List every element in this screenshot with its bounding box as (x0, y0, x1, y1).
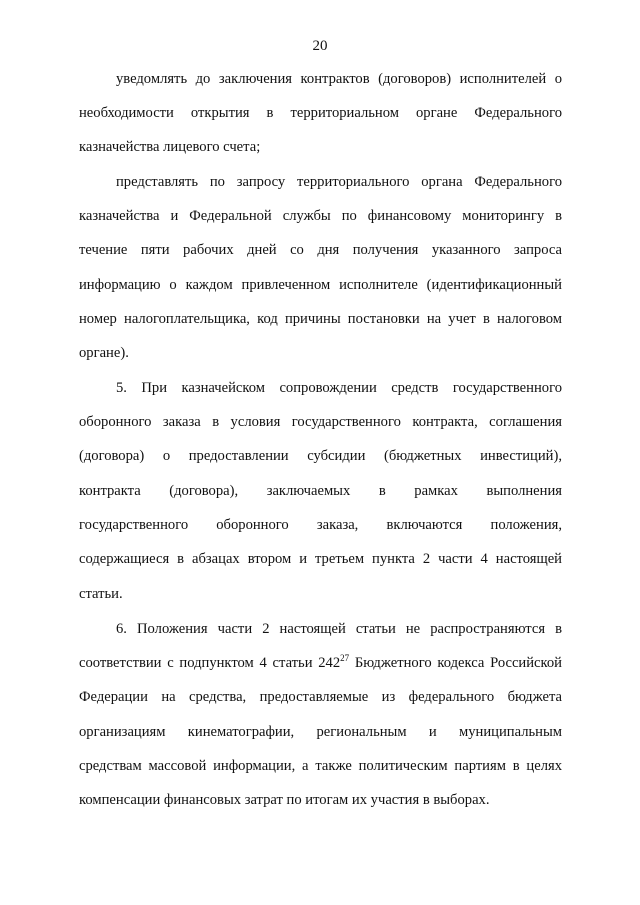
text-line: 5. При казначейском сопровождении средств государственного (116, 380, 562, 396)
text-line: оборонного заказа в условия государственного контракта, соглашения (79, 414, 562, 430)
superscript: 27 (340, 654, 350, 664)
text-line: компенсации финансовых затрат по итогам их участия в выборах. (79, 792, 490, 808)
text-line: 6. Положения части 2 настоящей статьи не распространяются в (116, 621, 562, 637)
text-line: казначейства и Федеральной службы по финансовому мониторингу в (79, 208, 562, 224)
text-line: контракта (договора), заключаемых в рамках выполнения (79, 483, 562, 499)
text-line: организациям кинематографии, региональным и муниципальным (79, 724, 562, 740)
text-line: средствам массовой информации, а также политическим партиям в целях (79, 758, 562, 774)
text-line: органе). (79, 345, 129, 361)
text-segment: соответствии с подпунктом 4 статьи 242 (79, 655, 341, 671)
text-line (79, 654, 562, 672)
text-line: представлять по запросу территориального органа Федерального (116, 174, 562, 190)
text-line: государственного оборонного заказа, включаются положения, (79, 517, 562, 533)
text-segment: Бюджетного кодекса Российской (349, 655, 562, 671)
text-line: статьи. (79, 586, 123, 602)
text-line: необходимости открытия в территориальном органе Федерального (79, 105, 562, 121)
text-line: информацию о каждом привлеченном исполнителе (идентификационный (79, 277, 562, 293)
text-line: уведомлять до заключения контрактов (договоров) исполнителей о (116, 71, 562, 87)
text-line: содержащиеся в абзацах втором и третьем пункта 2 части 4 настоящей (79, 551, 562, 567)
text-line: Федерации на средства, предоставляемые из федерального бюджета (79, 689, 562, 705)
text-line: казначейства лицевого счета; (79, 139, 261, 155)
text-line: течение пяти рабочих дней со дня получения указанного запроса (79, 242, 562, 258)
text-line: (договора) о предоставлении субсидии (бюджетных инвестиций), (79, 448, 562, 464)
page-number: 20 (312, 38, 328, 54)
text-line: номер налогоплательщика, код причины постановки на учет в налоговом (79, 311, 562, 327)
